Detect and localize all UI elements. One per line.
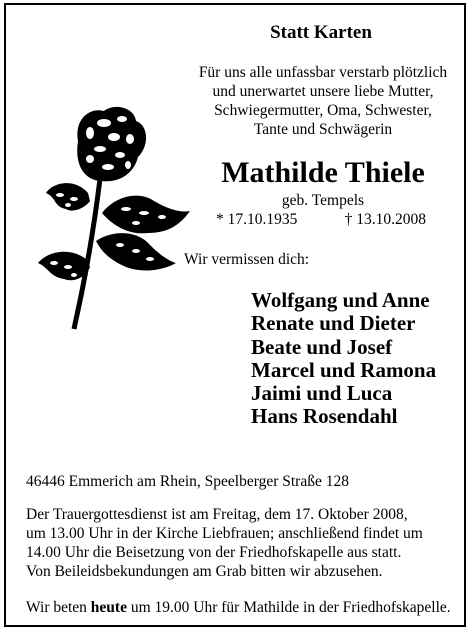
mourner: Beate und Josef [251, 334, 393, 359]
intro-line: Für uns alle unfassbar verstarb plötzlich [198, 64, 448, 81]
closing-text [26, 599, 451, 617]
intro-line: und unerwartet unsere liebe Mutter, [212, 83, 434, 100]
mourners-list [251, 289, 436, 429]
intro-line: Schwiegermutter, Oma, Schwester, [214, 102, 432, 119]
missing-text: Wir vermissen dich: [184, 251, 310, 268]
closing-emphasis: heute [90, 599, 127, 616]
deceased-name: Mathilde Thiele [221, 156, 425, 189]
birth-name: geb. Tempels [281, 192, 365, 209]
service-line: Von Beileidsbekundungen am Grab bitten wir abzusehen. [26, 563, 383, 580]
obituary-card [4, 3, 466, 627]
life-dates [216, 211, 426, 229]
intro-line: Tante und Schwägerin [253, 121, 393, 138]
mourner: Hans Rosendahl [251, 404, 398, 429]
closing-before: Wir beten [26, 599, 91, 616]
address: 46446 Emmerich am Rhein, Speelberger Straße 128 [26, 473, 349, 490]
service-line: um 13.00 Uhr in der Kirche Liebfrauen; anschließend findet um [26, 525, 423, 542]
mourner: Jaimi und Luca [251, 381, 393, 406]
service-line: 14.00 Uhr die Beisetzung von der Friedhofskapelle aus statt. [26, 544, 402, 561]
intro-text [178, 63, 468, 139]
heading: Statt Karten [270, 22, 372, 43]
closing-after: um 19.00 Uhr für Mathilde in der Friedhofskapelle. [126, 599, 451, 616]
rose-icon [30, 101, 196, 331]
service-line: Der Trauergottesdienst ist am Freitag, dem 17. Oktober 2008, [26, 506, 408, 523]
birth-date: * 17.10.1935 [216, 211, 298, 228]
mourner: Marcel und Ramona [251, 357, 437, 382]
death-date: † 13.10.2008 [344, 211, 426, 228]
mourner: Wolfgang und Anne [251, 288, 430, 312]
mourner: Renate und Dieter [251, 311, 416, 336]
service-text [26, 505, 456, 581]
